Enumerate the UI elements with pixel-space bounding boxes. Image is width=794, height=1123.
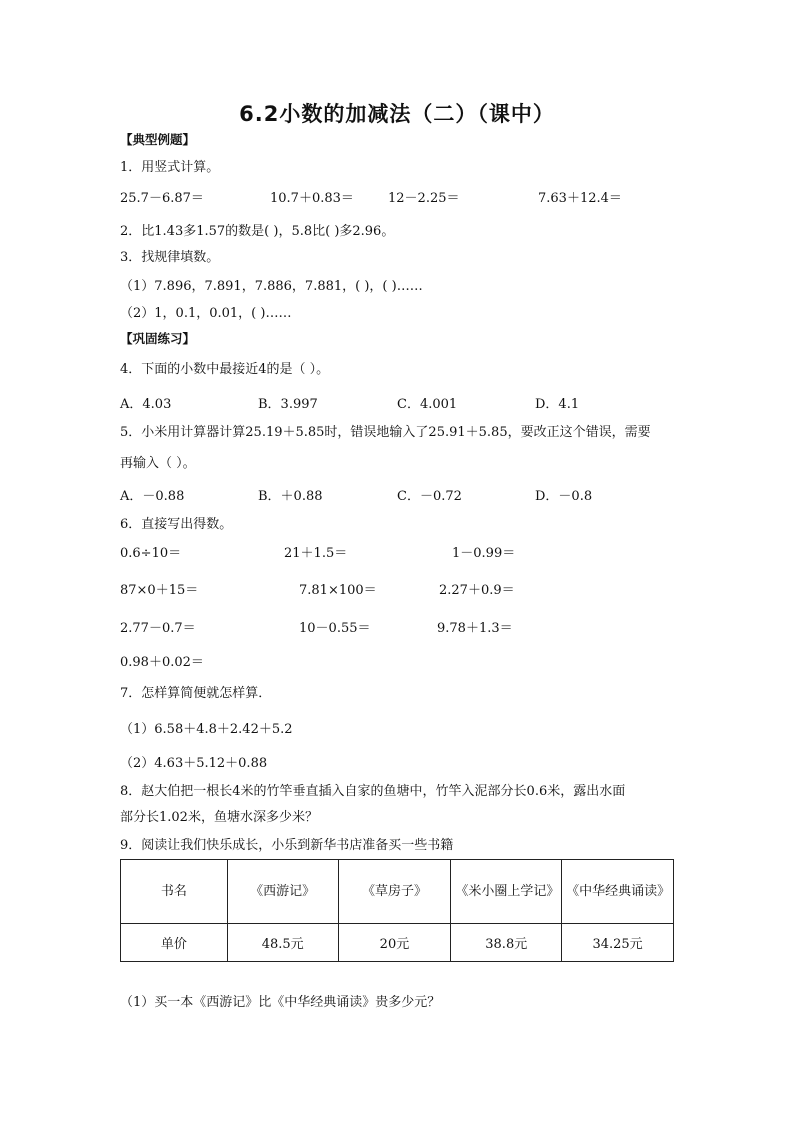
question-6-item: 0.98＋0.02＝ (120, 655, 204, 670)
question-5-option-d: D．－0.8 (535, 489, 593, 504)
table-cell: 《草房子》 (338, 860, 451, 924)
question-6-item: 87×0＋15＝ (120, 583, 199, 598)
question-5-line-1: 5．小米用计算器计算25.19＋5.85时，错误地输入了25.91＋5.85，要改正这个错误，需要 (120, 425, 651, 440)
question-4-stem: 4．下面的小数中最接近4的是（ ）。 (120, 362, 330, 377)
table-cell: 《西游记》 (227, 860, 338, 924)
section-typical-examples: 【典型例题】 (120, 132, 196, 147)
question-5-option-a: A．－0.88 (120, 489, 185, 504)
table-cell: 38.8元 (451, 924, 562, 962)
question-6-item: 9.78＋1.3＝ (437, 621, 513, 636)
question-1-item: 10.7＋0.83＝ (270, 191, 354, 206)
table-row (121, 924, 674, 962)
question-8-line-1: 8．赵大伯把一根长4米的竹竿垂直插入自家的鱼塘中，竹竿入泥部分长0.6米，露出水面 (120, 784, 626, 799)
table-cell: 48.5元 (227, 924, 338, 962)
question-1-item: 12－2.25＝ (388, 191, 460, 206)
question-8-line-2: 部分长1.02米，鱼塘水深多少米？ (120, 810, 318, 825)
table-header-cell: 书名 (121, 860, 228, 924)
question-1-stem: 1．用竖式计算。 (120, 160, 220, 175)
question-1-item: 25.7－6.87＝ (120, 191, 204, 206)
question-4-option-d: D．4.1 (535, 397, 580, 412)
question-9-stem: 9．阅读让我们快乐成长，小乐到新华书店准备买一些书籍 (120, 838, 454, 853)
question-4-option-c: C．4.001 (397, 397, 458, 412)
question-7-part-2: （2）4.63＋5.12＋0.88 (120, 756, 268, 771)
question-6-item: 21＋1.5＝ (284, 546, 348, 561)
section-practice: 【巩固练习】 (120, 331, 196, 346)
question-4-option-a: A．4.03 (120, 397, 172, 412)
book-price-table (120, 859, 674, 962)
question-6-item: 10－0.55＝ (299, 621, 371, 636)
question-3-part-1: （1）7.896，7.891，7.886，7.881，( )，( )…… (120, 279, 423, 294)
question-9-part-1: （1）买一本《西游记》比《中华经典诵读》贵多少元？ (120, 995, 441, 1010)
question-3-part-2: （2）1，0.1，0.01，( )…… (120, 306, 292, 321)
question-7-part-1: （1）6.58＋4.8＋2.42＋5.2 (120, 722, 293, 737)
table-header-cell: 单价 (121, 924, 228, 962)
question-5-option-c: C．－0.72 (397, 489, 462, 504)
question-6-stem: 6．直接写出得数。 (120, 517, 233, 532)
question-4-option-b: B．3.997 (258, 397, 318, 412)
question-7-stem: 7．怎样算简便就怎样算． (120, 686, 272, 701)
table-cell: 《米小圈上学记》 (451, 860, 562, 924)
table-row (121, 860, 674, 924)
question-3-stem: 3．找规律填数。 (120, 250, 220, 265)
question-6-item: 2.77－0.7＝ (120, 621, 196, 636)
table-cell: 34.25元 (562, 924, 674, 962)
question-6-item: 0.6÷10＝ (120, 546, 182, 561)
question-2: 2．比1.43多1.57的数是( )，5.8比( )多2.96。 (120, 224, 395, 239)
table-cell: 20元 (338, 924, 451, 962)
question-6-item: 1－0.99＝ (452, 546, 516, 561)
question-6-item: 7.81×100＝ (299, 583, 377, 598)
question-5-line-2: 再输入（ ）。 (120, 456, 196, 471)
question-1-item: 7.63＋12.4＝ (538, 191, 622, 206)
question-5-option-b: B．＋0.88 (258, 489, 323, 504)
table-cell: 《中华经典诵读》 (562, 860, 674, 924)
question-6-item: 2.27＋0.9＝ (439, 583, 515, 598)
page-title: 6.2小数的加减法（二）（课中） (239, 102, 555, 126)
